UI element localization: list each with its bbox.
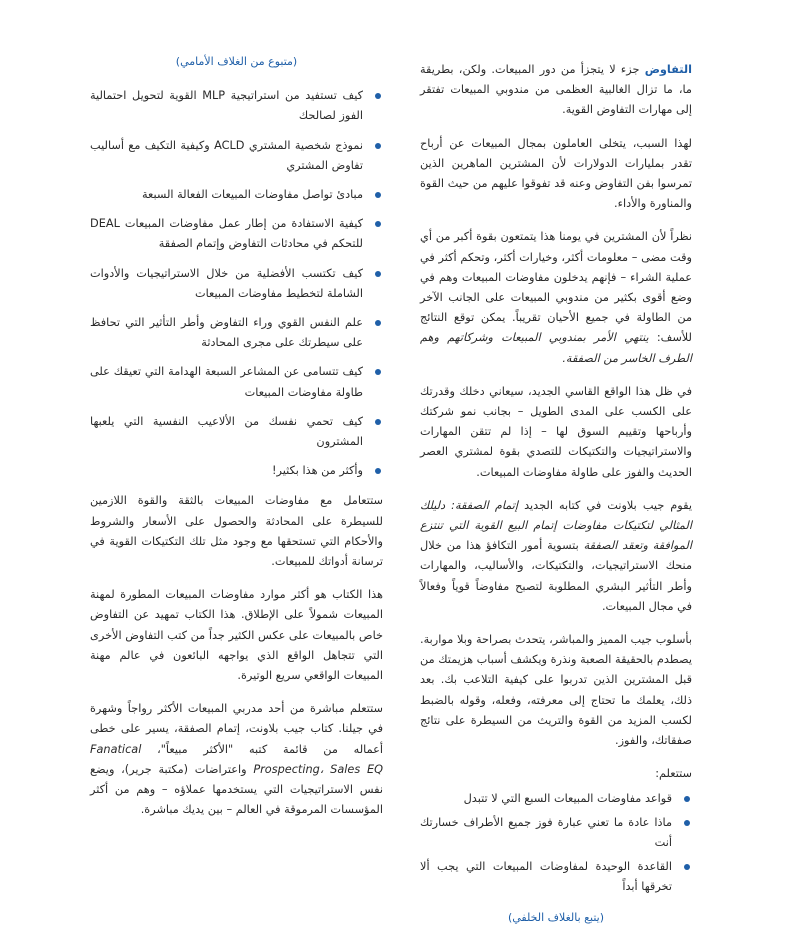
intro-paragraph — [420, 60, 692, 121]
right-column — [420, 60, 692, 942]
list-item — [90, 412, 383, 452]
list-item — [90, 264, 383, 304]
paragraph-5 — [420, 496, 692, 617]
left-paragraph-3-start: ستتعلم مباشرة من أحد مدربي المبيعات الأكثر رواجاً وشهرة في جيلنا. كتاب جيب بلاونت، إتمام الصفقة، يسير على خطى أعماله من قائمة كتبه "الأكثر مبيعاً"، — [90, 702, 384, 756]
paragraph-3 — [420, 227, 692, 368]
list-item — [90, 86, 383, 126]
features-list — [90, 86, 383, 481]
bullet-icon — [684, 864, 690, 870]
list-item-text: ماذا عادة ما تعني عبارة فوز جميع الأطراف خسارتك أنت — [420, 815, 672, 849]
list-item — [420, 813, 692, 853]
bullet-icon — [375, 419, 381, 425]
list-item-text: كيف تحمي نفسك من الألاعيب النفسية التي يلعبها المشترون — [90, 414, 363, 449]
bullet-icon — [375, 93, 381, 99]
list-item-text: وأكثر من هذا بكثير! — [271, 464, 363, 478]
learn-label: ستتعلم: — [655, 767, 692, 781]
left-paragraph-2: هذا الكتاب هو أكثر موارد مفاوضات المبيعات المطورة لمهنة المبيعات شمولاً على الإطلاق. هذا الكتاب تمهيد عن التفاوض خاص بالمبيعات على عكس الكثير جداً من كتب التفاوض الأخرى التي تتجاهل الواقع الذي يواجهه البائعون في عالم مهنة المبيعات الواقعي سريع الوتيرة. — [90, 588, 383, 683]
bullet-icon — [375, 271, 381, 277]
bullet-icon — [375, 143, 381, 149]
list-item-text: كيف تتسامى عن المشاعر السبعة الهدامة التي تعيقك على طاولة مفاوضات المبيعات — [90, 365, 363, 399]
bullet-icon — [375, 221, 381, 227]
learn-list — [420, 789, 692, 898]
list-item — [90, 185, 383, 205]
list-item — [90, 461, 383, 481]
list-item-text: كيف تستفيد من استراتيجية MLP القوية لتحويل احتمالية الفوز لصالحك — [90, 89, 363, 123]
list-item-text: كيفية الاستفادة من إطار عمل مفاوضات المبيعات DEAL للتحكم في محادثات التفاوض وإتمام الصفقة — [90, 217, 363, 251]
list-item-text: قواعد مفاوضات المبيعات السبع التي لا تتبدل — [463, 791, 672, 805]
left-column — [90, 52, 383, 834]
left-paragraph-3-end: واعتراضات (مكتبة جرير)، ويضع نفس الاستراتيجيات التي يستخدمها عملاؤه – وهم من أكثر المؤسسات المرموقة في العالم – بين يديك مباشرة. — [90, 762, 383, 817]
paragraph-3-text: نظراً لأن المشترين في يومنا هذا يتمتعون بقوة أكبر من أي وقت مضى – معلومات أكثر، وخيارات أكثر، وتحكم أكثر في عملية الشراء – فإنهم يدخلون مفاوضات المبيعات وهم في وضع أقوى بكثير من مندوبي المبيعات على الجانب الآخر من الطاولة في جميع الأحيان تقريباً. يمكن توقع النتائج للأسف: — [420, 230, 692, 345]
list-item-text: القاعدة الوحيدة لمفاوضات المبيعات التي يجب ألا تخرقها أبداً — [420, 860, 672, 894]
left-paragraph-3 — [90, 699, 383, 820]
intro-lead-word: التفاوض — [644, 63, 693, 76]
list-item — [90, 362, 383, 402]
paragraph-5-end: بتسوية أمور التكافؤ هذا من خلال منحك الاستراتيجيات، والتكتيكات، والأساليب، والمهارات وأطر التأثير البشري المطلوبة لتصبح مفاوضاً قوياً وفعالاً في مجال المبيعات. — [420, 539, 692, 613]
list-item — [90, 313, 383, 353]
list-item — [420, 857, 692, 897]
continuation-note: (متبوع من الغلاف الأمامي) — [175, 55, 298, 68]
bullet-icon — [375, 369, 381, 375]
paragraph-2: لهذا السبب، يتخلى العاملون بمجال المبيعات عن أرباح تقدر بمليارات الدولارات لأن المشترين الماهرين الذين تمرسوا بفن التفاوض وعنه قد تفوقوا عليهم من حيث القوة والمناورة والأداء. — [420, 136, 692, 211]
bullet-icon — [375, 320, 381, 326]
continued-note: (يتبع بالغلاف الخلفي) — [507, 910, 605, 924]
paragraph-4: في ظل هذا الواقع القاسي الجديد، سيعاني دخلك وقدرتك على الكسب على المدى الطويل – بجانب نمو شركتك وأرباحها وتقييم السوق لها – إذا لم تتقن المهارات والاستراتيجيات والتكتيكات للتصدي بقوة لمشتري العصر الحديث والفوز على طاولة مفاوضات المبيعات. — [420, 384, 692, 479]
bullet-icon — [684, 820, 690, 826]
book-titles: Fanatical Prospecting، Sales EQ — [90, 742, 384, 776]
list-item-text: علم النفس القوي وراء التفاوض وأطر التأثير التي تحافظ على سيطرتك على مجرى المحادثة — [90, 316, 363, 350]
paragraph-3-emphasis: ينتهي الأمر بمندوبي المبيعات وشركاتهم وهم الطرف الخاسر من الصفقة. — [420, 331, 692, 365]
list-item-text: نموذج شخصية المشتري ACLD وكيفية التكيف مع أساليب تفاوض المشتري — [90, 138, 363, 172]
list-item — [90, 214, 383, 254]
book-title: إتمام الصفقة: دليلك المثالي لتكتيكات مفاوضات إتمام البيع القوية التي تنتزع الموافقة وتعقد الصفقة — [420, 498, 693, 553]
list-item-text: كيف تكتسب الأفضلية من خلال الاستراتيجيات والأدوات الشاملة لتخطيط مفاوضات المبيعات — [90, 266, 363, 300]
paragraph-6: بأسلوب جيب المميز والمباشر، يتحدث بصراحة وبلا مواربة. يصطدم بالحقيقة الصعبة ونذرة ويكشف أسباب هزيمتك من قبل المشترين الذين تدربوا على كيفية التلاعب بك. بعد ذلك، يعلمك ما تحتاج إلى معرفته، وفعله، وقوله بالضبط لكسب المزيد من القوة والتريث من السيطرة على نتائج صفقاتك، والفوز. — [420, 633, 692, 748]
paragraph-5-start: يقوم جيب بلاونت في كتابه الجديد — [524, 498, 692, 512]
list-item-text: مبادئ تواصل مفاوضات المبيعات الفعالة السبعة — [141, 188, 363, 202]
intro-text: جزء لا يتجزأ من دور المبيعات. ولكن، بطريقة ما، ما تزال الغالبية العظمى من مندوبي المبيعات تفتقر إلى مهارات التفاوض القوية. — [420, 63, 692, 117]
bullet-icon — [375, 468, 381, 474]
list-item — [90, 136, 383, 176]
bullet-icon — [375, 192, 381, 198]
left-paragraph-1: ستتعامل مع مفاوضات المبيعات بالثقة والقوة اللازمين للسيطرة على المحادثة والحصول على الأسعار والشروط والأحكام التي تستحقها مع وجود مثل تلك التكتيكات القوية في ترسانة أدواتك للمبيعات. — [90, 494, 383, 569]
